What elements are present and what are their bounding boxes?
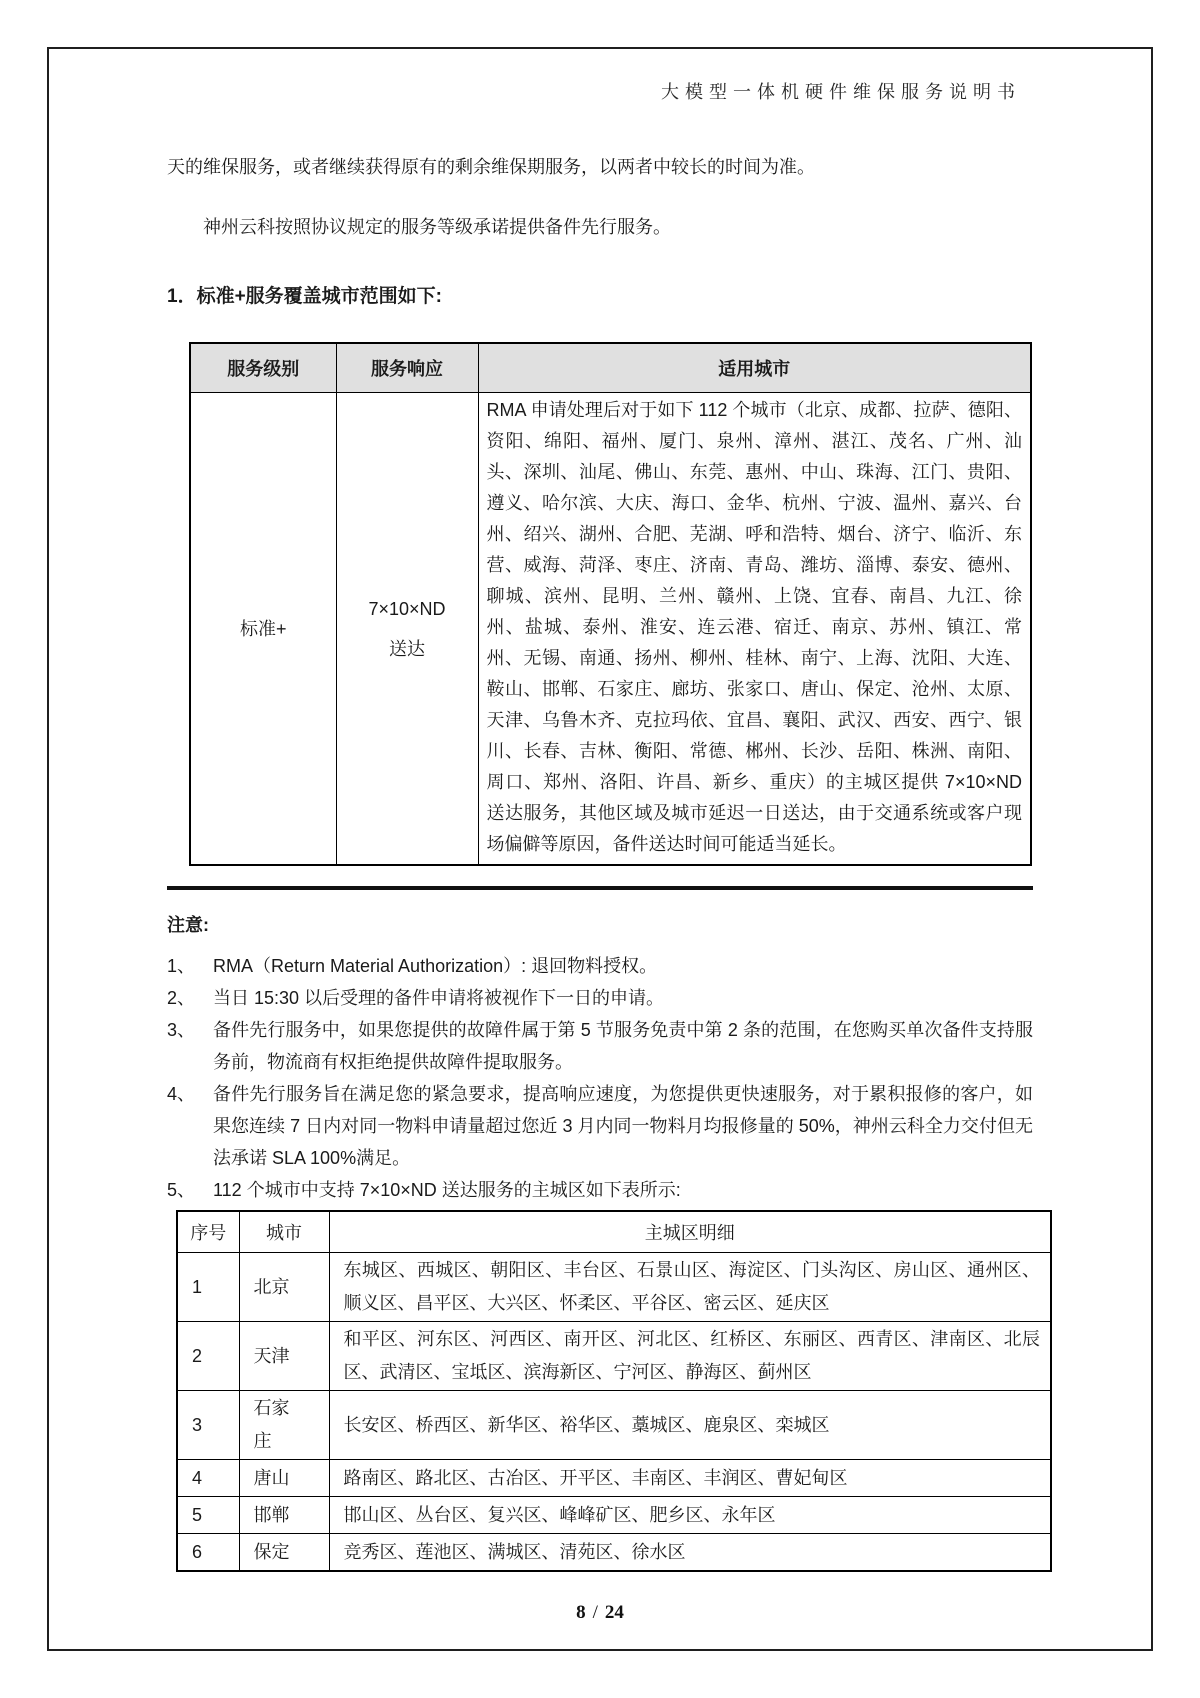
- district-row-detail: 东城区、西城区、朝阳区、丰台区、石景山区、海淀区、门头沟区、房山区、通州区、顺义区、昌平区、大兴区、怀柔区、平谷区、密云区、延庆区: [329, 1253, 1051, 1322]
- note-text: 当日 15:30 以后受理的备件申请将被视作下一日的申请。: [213, 988, 665, 1008]
- district-row-no: 6: [177, 1534, 239, 1572]
- note-item-2: [167, 982, 1033, 1014]
- note-number: 2、: [167, 988, 196, 1008]
- service-response-cell: [336, 393, 478, 866]
- note-text: 112 个城市中支持 7×10×ND 送达服务的主城区如下表所示:: [213, 1180, 681, 1200]
- district-row-city: 保定: [239, 1534, 329, 1572]
- service-table-header-level: 服务级别: [190, 343, 336, 393]
- document-header-title: 大模型一体机硬件维保服务说明书: [661, 82, 1021, 102]
- intro-paragraph-1: 天的维保服务，或者继续获得原有的剩余维保期服务，以两者中较长的时间为准。: [167, 157, 815, 177]
- notes-title: 注意:: [167, 915, 209, 935]
- page-content: [167, 0, 1040, 1624]
- note-text: RMA（Return Material Authorization）: 退回物料授权。: [213, 956, 658, 976]
- district-table-header-city: 城市: [239, 1211, 329, 1253]
- service-cities-cell: RMA 申请处理后对于如下 112 个城市（北京、成都、拉萨、德阳、资阳、绵阳、福州、厦门、泉州、漳州、湛江、茂名、广州、汕头、深圳、汕尾、佛山、东莞、惠州、中山、珠海、江门、贵阳、遵义、哈尔滨、大庆、海口、金华、杭州、宁波、温州、嘉兴、台州、绍兴、湖州、合肥、芜湖、呼和浩特、烟台、济宁、临沂、东营、威海、菏泽、枣庄、济南、青岛、潍坊、淄博、泰安、德州、聊城、滨州、昆明、兰州、赣州、上饶、宜春、南昌、九江、徐州、盐城、泰州、淮安、连云港、宿迁、南京、苏州、镇江、常州、无锡、南通、扬州、柳州、桂林、南宁、上海、沈阳、大连、鞍山、邯郸、石家庄、廊坊、张家口、唐山、保定、沧州、太原、天津、乌鲁木齐、克拉玛依、宜昌、襄阳、武汉、西安、西宁、银川、长春、吉林、衡阳、常德、郴州、长沙、岳阳、株洲、南阳、周口、郑州、洛阳、许昌、新乡、重庆）的主城区提供 7×10×ND 送达服务，其他区域及城市延迟一日送达，由于交通系统或客户现场偏僻等原因，备件送达时间可能适当延长。: [478, 393, 1031, 866]
- district-row-beijing: [177, 1253, 1051, 1322]
- district-row-city: 石家庄: [239, 1391, 329, 1460]
- note-item-4: [167, 1078, 1033, 1174]
- note-number: 1、: [167, 956, 196, 976]
- district-row-detail: 竞秀区、莲池区、满城区、清苑区、徐水区: [329, 1534, 1051, 1572]
- district-table-header-row: [177, 1211, 1051, 1253]
- page-number-total: 24: [604, 1602, 624, 1623]
- service-table-header-row: [190, 343, 1031, 393]
- service-table-row: [190, 393, 1031, 866]
- district-row-tianjin: [177, 1322, 1051, 1391]
- note-item-5: [167, 1174, 1033, 1206]
- district-table-header-detail: 主城区明细: [329, 1211, 1051, 1253]
- district-row-no: 1: [177, 1253, 239, 1322]
- district-row-shijiazhuang: [177, 1391, 1051, 1460]
- horizontal-rule: [167, 886, 1033, 890]
- page-number: [167, 1602, 1033, 1624]
- district-row-no: 4: [177, 1460, 239, 1497]
- district-row-tangshan: [177, 1460, 1051, 1497]
- district-row-detail: 和平区、河东区、河西区、南开区、河北区、红桥区、东丽区、西青区、津南区、北辰区、武清区、宝坻区、滨海新区、宁河区、静海区、蓟州区: [329, 1322, 1051, 1391]
- district-row-city: 天津: [239, 1322, 329, 1391]
- service-table-header-response: 服务响应: [336, 343, 478, 393]
- service-level-cell: 标准+: [190, 393, 336, 866]
- note-text: 备件先行服务旨在满足您的紧急要求，提高响应速度，为您提供更快速服务，对于累积报修的客户，如果您连续 7 日内对同一物料申请量超过您近 3 月内同一物料月均报修量的 50%，神州云科全力交付但无法承诺 SLA 100%满足。: [213, 1084, 1033, 1168]
- service-response-line1: 7×10×ND: [368, 598, 446, 619]
- district-row-detail: 长安区、桥西区、新华区、裕华区、藁城区、鹿泉区、栾城区: [329, 1391, 1051, 1460]
- district-table: [176, 1210, 1052, 1572]
- district-row-no: 5: [177, 1497, 239, 1534]
- page-number-separator: /: [592, 1602, 598, 1623]
- district-row-city: 邯郸: [239, 1497, 329, 1534]
- notes-list: [167, 950, 1033, 1206]
- note-number: 4、: [167, 1084, 196, 1104]
- section-heading: 1．标准+服务覆盖城市范围如下:: [167, 286, 442, 307]
- district-row-baoding: [177, 1534, 1051, 1572]
- note-number: 5、: [167, 1180, 196, 1200]
- service-response-line2: 送达: [389, 638, 425, 659]
- district-row-city: 唐山: [239, 1460, 329, 1497]
- district-row-detail: 邯山区、丛台区、复兴区、峰峰矿区、肥乡区、永年区: [329, 1497, 1051, 1534]
- district-row-handan: [177, 1497, 1051, 1534]
- service-table-header-cities: 适用城市: [478, 343, 1031, 393]
- district-table-header-no: 序号: [177, 1211, 239, 1253]
- district-row-detail: 路南区、路北区、古冶区、开平区、丰南区、丰润区、曹妃甸区: [329, 1460, 1051, 1497]
- district-row-no: 3: [177, 1391, 239, 1460]
- note-text: 备件先行服务中，如果您提供的故障件属于第 5 节服务免责中第 2 条的范围，在您购买单次备件支持服务前，物流商有权拒绝提供故障件提取服务。: [213, 1020, 1033, 1072]
- page-number-current: 8: [576, 1602, 586, 1623]
- intro-paragraph-2: 神州云科按照协议规定的服务等级承诺提供备件先行服务。: [203, 217, 671, 237]
- note-number: 3、: [167, 1020, 196, 1040]
- district-row-no: 2: [177, 1322, 239, 1391]
- service-coverage-table: [189, 342, 1032, 866]
- note-item-3: [167, 1014, 1033, 1078]
- district-row-city: 北京: [239, 1253, 329, 1322]
- note-item-1: [167, 950, 1033, 982]
